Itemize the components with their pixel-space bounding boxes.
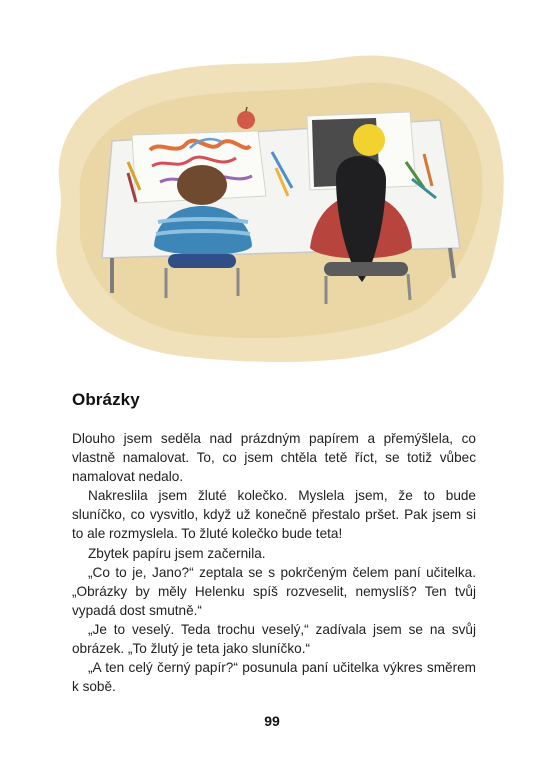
page-number: 99 xyxy=(264,713,280,729)
paragraph: Nakreslila jsem žluté kolečko. Myslela jsem, že to bude sluníčko, co vysvitlo, když už konečně přestalo pršet. Pak jsem si to ale rozmyslela. To žluté kolečko bude teta! xyxy=(72,488,476,542)
paragraph: Dlouho jsem seděla nad prázdným papírem a přemýšlela, co vlastně namalovat. To, co jsem chtěla tetě říct, se totiž vůbec namalovat nedalo. xyxy=(72,431,476,485)
chapter-title: Obrázky xyxy=(72,390,140,409)
yellow-sun xyxy=(353,124,385,156)
chapter-text xyxy=(72,429,476,696)
illustration-children-drawing xyxy=(40,38,510,368)
paragraph: „Je to veselý. Teda trochu veselý,“ zadívala jsem se na svůj obrázek. „To žlutý je teta jako sluníčko.“ xyxy=(72,621,476,657)
paragraph: Zbytek papíru jsem začernila. xyxy=(88,545,266,561)
paragraph: „A ten celý černý papír?“ posunula paní učitelka výkres směrem k sobě. xyxy=(72,660,476,695)
paragraph: „Co to je, Jano?“ zeptala se s pokrčeným čelem paní učitelka. „Obrázky by měly Helenku spíš rozveselit, nemyslíš? Ten tvůj vypadá dost smutně.“ xyxy=(72,564,476,618)
